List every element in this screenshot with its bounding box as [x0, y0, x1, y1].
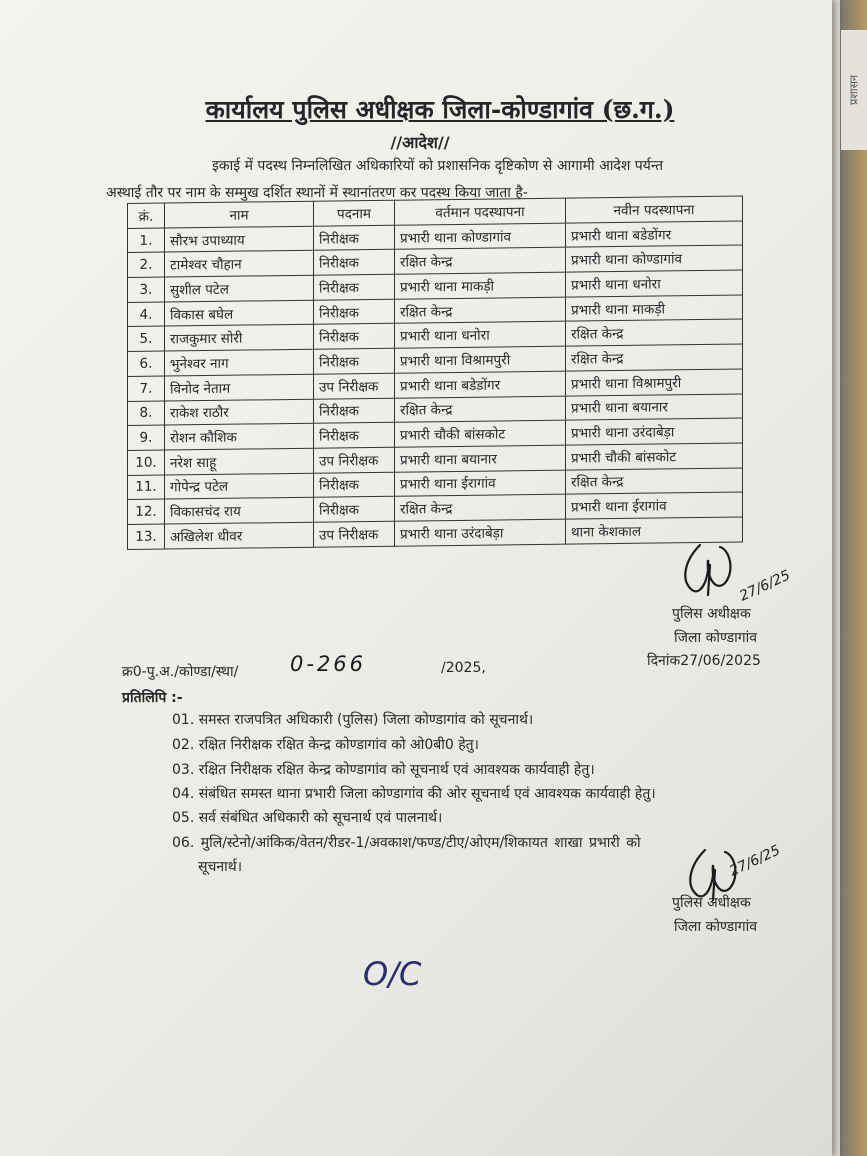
signature-1-designation: पुलिस अधीक्षक	[672, 606, 751, 622]
designation-cell: उप निरीक्षक	[314, 521, 395, 547]
current-posting-cell: प्रभारी थाना बडेडोंगर	[395, 371, 566, 398]
intro-line-1: इकाई में पदस्थ निम्नलिखित अधिकारियों को प्रशासनिक दृष्टिकोण से आगामी आदेश पर्यन्त	[212, 158, 664, 174]
current-posting-cell: रक्षित केन्द्र	[395, 396, 566, 423]
copy-item: 03. रक्षित निरीक्षक रक्षित केन्द्र कोण्डागांव को सूचनार्थ एवं आवश्यक कार्यवाही हेतु।	[172, 762, 595, 778]
new-posting-cell: प्रभारी थाना बयानार	[566, 393, 743, 420]
name-cell: रोशन कौशिक	[165, 423, 314, 450]
name-cell: गोपेन्द्र पटेल	[165, 473, 314, 500]
name-cell: विकास बघेल	[165, 300, 314, 327]
designation-cell: निरीक्षक	[314, 225, 395, 251]
current-posting-cell: प्रभारी थाना धनोरा	[395, 322, 566, 349]
header-current-posting: वर्तमान पदस्थापना	[395, 198, 566, 225]
serial-cell: 1.	[128, 228, 165, 253]
new-posting-cell: प्रभारी थाना बडेडोंगर	[566, 221, 743, 248]
new-posting-cell: रक्षित केन्द्र	[566, 319, 743, 346]
signature-1-date: 27/6/25	[737, 567, 793, 605]
signature-2-designation: पुलिस अधीक्षक	[672, 895, 751, 911]
new-posting-cell: प्रभारी थाना उरंदाबेड़ा	[566, 418, 743, 445]
side-tab-label: प्रशासन	[841, 30, 867, 150]
serial-cell: 11.	[128, 475, 165, 500]
current-posting-cell: प्रभारी थाना बयानार	[395, 445, 566, 472]
designation-cell: निरीक्षक	[314, 496, 395, 522]
name-cell: टामेश्वर चौहान	[165, 251, 314, 278]
reference-year: /2025,	[441, 660, 486, 676]
designation-cell: निरीक्षक	[314, 324, 395, 350]
reference-date: दिनांक27/06/2025	[647, 653, 761, 669]
designation-cell: निरीक्षक	[314, 472, 395, 498]
serial-cell: 6.	[128, 351, 165, 376]
signature-2-district: जिला कोण्डागांव	[674, 919, 758, 935]
copy-to-heading: प्रतिलिपि :-	[122, 690, 183, 706]
new-posting-cell: थाना केशकाल	[566, 517, 743, 544]
serial-cell: 2.	[128, 252, 165, 277]
new-posting-cell: रक्षित केन्द्र	[566, 344, 743, 371]
serial-cell: 8.	[128, 401, 165, 426]
name-cell: विनोद नेताम	[165, 374, 314, 401]
transfer-table	[127, 195, 743, 549]
name-cell: विकासचंद राय	[165, 497, 314, 524]
new-posting-cell: प्रभारी चौकी बांसकोट	[566, 443, 743, 470]
reference-number: 0-266	[290, 652, 367, 676]
office-title: कार्यालय पुलिस अधीक्षक जिला-कोण्डागांव (छ.ग.)	[205, 95, 675, 124]
serial-cell: 3.	[128, 277, 165, 302]
current-posting-cell: प्रभारी थाना विश्रामपुरी	[395, 346, 566, 373]
copy-item: 04. संबंधित समस्त थाना प्रभारी जिला कोण्डागांव की ओर सूचनार्थ एवं आवश्यक कार्यवाही हेतु।	[172, 786, 656, 802]
name-cell: नरेश साहू	[165, 448, 314, 475]
serial-cell: 7.	[128, 376, 165, 401]
name-cell: भुनेश्वर नाग	[165, 349, 314, 376]
copy-item: 06. मुलि/स्टेनो/आंकिक/वेतन/रीडर-1/अवकाश/फण्ड/टीए/ओएम/शिकायत शाखा प्रभारी को	[172, 835, 641, 851]
designation-cell: निरीक्षक	[314, 274, 395, 300]
reference-prefix: क्र0-पु.अ./कोण्डा/स्था/	[122, 664, 239, 680]
current-posting-cell: प्रभारी थाना ईरागांव	[395, 470, 566, 497]
designation-cell: उप निरीक्षक	[314, 373, 395, 399]
serial-cell: 12.	[128, 499, 165, 524]
current-posting-cell: प्रभारी थाना माकड़ी	[395, 272, 566, 299]
new-posting-cell: प्रभारी थाना ईरागांव	[566, 492, 743, 519]
designation-cell: निरीक्षक	[314, 348, 395, 374]
serial-cell: 13.	[128, 524, 165, 549]
designation-cell: निरीक्षक	[314, 250, 395, 276]
serial-cell: 5.	[128, 326, 165, 351]
designation-cell: उप निरीक्षक	[314, 447, 395, 473]
serial-cell: 9.	[128, 425, 165, 450]
name-cell: राकेश राठौर	[165, 399, 314, 426]
header-designation: पदनाम	[314, 200, 395, 226]
header-new-posting: नवीन पदस्थापना	[566, 196, 743, 223]
new-posting-cell: रक्षित केन्द्र	[566, 468, 743, 495]
signature-1-district: जिला कोण्डागांव	[674, 630, 758, 646]
new-posting-cell: प्रभारी थाना विश्रामपुरी	[566, 369, 743, 396]
new-posting-cell: प्रभारी थाना माकड़ी	[566, 295, 743, 322]
signature-2-date: 27/6/25	[727, 842, 783, 880]
name-cell: अखिलेश धीवर	[165, 522, 314, 549]
current-posting-cell: रक्षित केन्द्र	[395, 248, 566, 275]
current-posting-cell: रक्षित केन्द्र	[395, 297, 566, 324]
new-posting-cell: प्रभारी थाना कोण्डागांव	[566, 245, 743, 272]
table-body	[128, 221, 743, 549]
name-cell: राजकुमार सोरी	[165, 325, 314, 352]
name-cell: सुशील पटेल	[165, 275, 314, 302]
name-cell: सौरभ उपाध्याय	[165, 226, 314, 253]
designation-cell: निरीक्षक	[314, 398, 395, 424]
signature-1	[680, 535, 740, 605]
order-heading: //आदेश//	[390, 133, 450, 152]
current-posting-cell: रक्षित केन्द्र	[395, 494, 566, 521]
handwritten-oc-note: O/C	[363, 955, 422, 993]
serial-cell: 4.	[128, 302, 165, 327]
intro-line-2: अस्थाई तौर पर नाम के सम्मुख दर्शित स्थानों में स्थानांतरण कर पदस्थ किया जाता है-	[106, 185, 528, 201]
current-posting-cell: प्रभारी थाना कोण्डागांव	[395, 223, 566, 250]
designation-cell: निरीक्षक	[314, 422, 395, 448]
copy-item: 05. सर्व संबंधित अधिकारी को सूचनार्थ एवं पालनार्थ।	[172, 810, 443, 826]
header-name: नाम	[165, 201, 314, 228]
copy-item-continuation: सूचनार्थ।	[198, 859, 243, 875]
current-posting-cell: प्रभारी चौकी बांसकोट	[395, 420, 566, 447]
copy-item: 02. रक्षित निरीक्षक रक्षित केन्द्र कोण्डागांव को ओ0बी0 हेतु।	[172, 737, 479, 753]
header-serial: क्रं.	[128, 203, 165, 228]
copy-item: 01. समस्त राजपत्रित अधिकारी (पुलिस) जिला कोण्डागांव को सूचनार्थ।	[172, 712, 534, 728]
serial-cell: 10.	[128, 450, 165, 475]
designation-cell: निरीक्षक	[314, 299, 395, 325]
current-posting-cell: प्रभारी थाना उरंदाबेड़ा	[395, 519, 566, 546]
new-posting-cell: प्रभारी थाना धनोरा	[566, 270, 743, 297]
